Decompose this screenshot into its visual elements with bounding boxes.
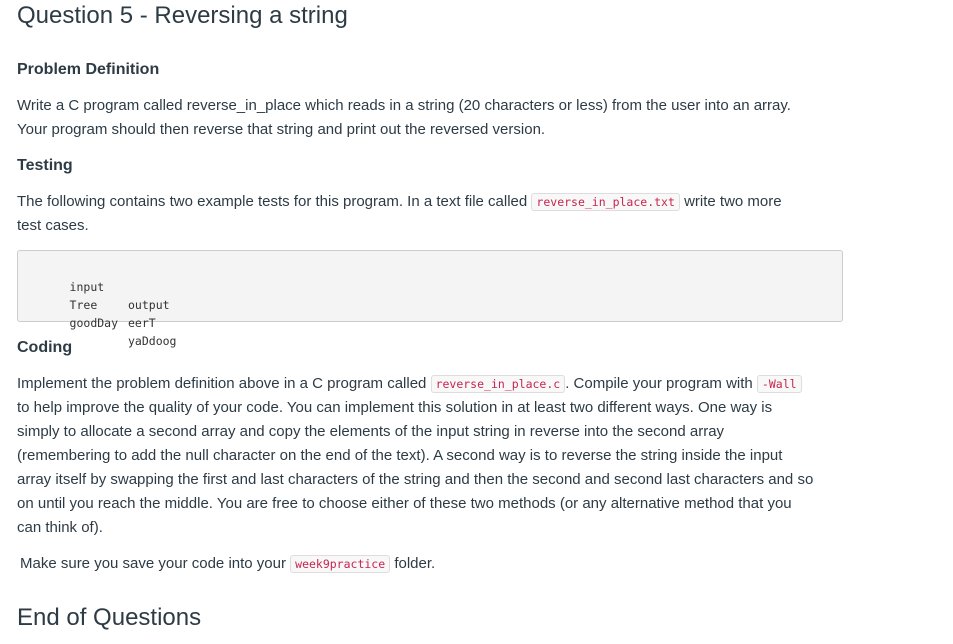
coding-line-6: on until you reach the middle. You are free to choose either of these two methods (or any alternative method that you — [17, 495, 792, 512]
testing-line-2: test cases. — [17, 217, 89, 234]
problem-line-1: Write a C program called reverse_in_place which reads in a string (20 characters or less) from the user into an array. — [17, 97, 791, 114]
problem-line-2: Your program should then reverse that string and print out the reversed version. — [17, 121, 546, 138]
folder-name-code: week9practice — [290, 555, 390, 573]
save-text-b: folder. — [390, 555, 436, 572]
coding-line-7: can think of). — [17, 519, 103, 536]
test-header-input: input — [69, 280, 105, 294]
save-text-a: Make sure you save your code into your — [20, 555, 291, 572]
coding-heading: Coding — [17, 339, 73, 356]
coding-line-5: array itself by swapping the first and last characters of the string and then the second and second last characters and so — [17, 471, 814, 488]
test-header-output: output — [128, 298, 170, 312]
end-of-questions-heading: End of Questions — [17, 604, 202, 631]
page-title: Question 5 - Reversing a string — [17, 2, 348, 29]
test-input-value: goodDay — [69, 316, 119, 330]
testing-text-after: write two more — [679, 193, 782, 210]
coding-line-2: to help improve the quality of your code. You can implement this solution in at least two different ways. One way is — [17, 399, 773, 416]
coding-line-1 — [17, 372, 802, 396]
test-output-value: yaDdoog — [128, 334, 177, 348]
testing-line-1 — [17, 190, 782, 214]
coding-text-a: Implement the problem definition above in a C program called — [17, 375, 431, 392]
coding-line-3: simply to allocate a second array and copy the elements of the input string in reverse into the second array — [17, 423, 725, 440]
testing-text-before: The following contains two example tests for this program. In a text file called — [17, 193, 532, 210]
test-output-value: eerT — [128, 316, 156, 330]
testing-heading: Testing — [17, 157, 73, 174]
problem-definition-heading: Problem Definition — [17, 61, 160, 78]
coding-line-4: (remembering to add the null character on the end of the text). A second way is to reverse the string inside the input — [17, 447, 783, 464]
coding-flag-code: -Wall — [757, 375, 802, 393]
coding-source-file-code: reverse_in_place.c — [431, 375, 566, 393]
test-input-value: Tree — [69, 298, 98, 312]
testing-filename-code: reverse_in_place.txt — [531, 193, 679, 211]
save-instruction — [20, 552, 435, 576]
coding-text-b: . Compile your program with — [565, 375, 757, 392]
